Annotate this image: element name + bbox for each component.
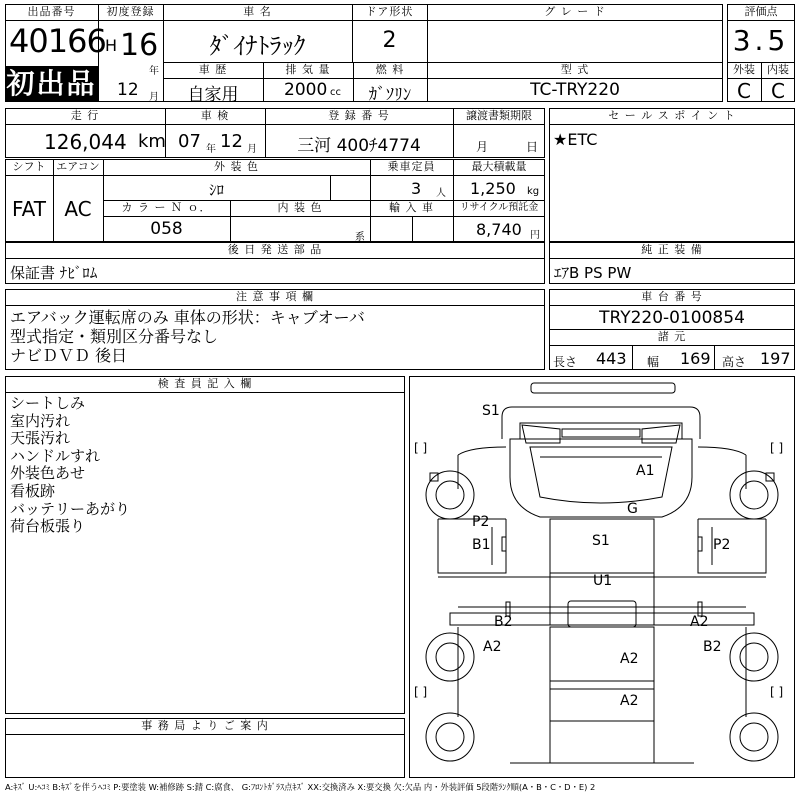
equipment-value: ｴｱB PS PW — [554, 264, 632, 282]
mark-g: G — [627, 501, 638, 517]
capacity-unit: 人 — [436, 188, 446, 199]
displacement-value: 2000 — [284, 80, 328, 100]
inspector-line: 室内汚れ — [10, 411, 71, 430]
import-label: 輸 入 車 — [389, 201, 434, 214]
mark-a1: A1 — [636, 463, 655, 479]
mark-a2-bottom: A2 — [620, 693, 639, 709]
exterior-color: ｼﾛ — [208, 181, 224, 199]
interior-color-unit: 系 — [355, 232, 365, 243]
inspector-line: 天張汚れ — [10, 429, 71, 448]
height-value: 197 — [760, 349, 791, 368]
ac-label: エアコン — [56, 160, 100, 173]
recycle-deposit-unit: 円 — [530, 230, 540, 241]
mileage-label: 走 行 — [70, 109, 100, 122]
inspection-label: 車 検 — [200, 109, 230, 122]
inspector-line: バッテリーあがり — [10, 499, 131, 518]
width-value: 169 — [680, 349, 711, 368]
mark-p2-right: P2 — [713, 537, 731, 553]
max-load-value: 1,250 — [470, 179, 516, 198]
later-parts-label: 後 日 発 送 部 品 — [227, 243, 323, 256]
bracket-left-front: [ ] — [414, 441, 428, 455]
notes-line: エアバック運転席のみ 車体の形状：キャブオーバ — [10, 308, 365, 327]
score-label: 評価点 — [744, 5, 778, 18]
capacity-value: 3 — [411, 179, 422, 198]
notes-line: 型式指定・類別区分番号なし — [10, 327, 219, 346]
ac-value: AC — [64, 197, 92, 221]
mark-b2-right: B2 — [703, 639, 722, 655]
mark-p2-left: P2 — [472, 514, 490, 530]
sales-point-label: セ ー ル ス ポ イ ン ト — [608, 109, 736, 122]
mileage-unit: km — [138, 131, 166, 152]
notes-label: 注 意 事 項 欄 — [236, 290, 314, 303]
inspection-year-unit: 年 — [206, 144, 216, 155]
chassis-number: TRY220-0100854 — [599, 308, 745, 328]
max-load-label: 最大積載量 — [471, 160, 527, 173]
sales-point-value: ★ETC — [553, 130, 598, 149]
recycle-deposit-value: 8,740 — [476, 220, 522, 239]
model-value: TC-TRY220 — [530, 80, 620, 100]
door-label: ドア形状 — [365, 5, 414, 18]
registration-number-label: 登 録 番 号 — [328, 109, 390, 122]
mark-u1: U1 — [593, 573, 613, 589]
spec-label: 諸 元 — [657, 330, 687, 343]
damage-diagram — [409, 376, 795, 778]
recycle-deposit-label: リサイクル預託金 — [459, 202, 539, 213]
lot-number-label: 出品番号 — [27, 5, 76, 18]
color-number: 058 — [150, 219, 183, 239]
exterior-label: 外装 — [733, 63, 755, 76]
inspection-month: 12 — [220, 131, 243, 152]
later-parts-value: 保証書 ﾅﾋﾞﾛﾑ — [10, 264, 98, 282]
first-registration-label: 初度登録 — [106, 5, 155, 18]
transfer-deadline-label: 譲渡書類期限 — [466, 109, 532, 122]
width-label: 幅 — [647, 355, 660, 369]
displacement-unit: cc — [330, 87, 341, 98]
color-number-label: カ ラ ー Ｎ ｏ． — [121, 201, 212, 214]
exterior-color-label: 外 装 色 — [214, 160, 259, 173]
office-label: 事 務 局 よ り ご 案 内 — [141, 719, 269, 732]
shift-value: FAT — [11, 197, 46, 221]
max-load-unit: kg — [527, 186, 540, 197]
interior-label: 内装 — [767, 63, 789, 76]
registration-number: 三河 400ﾁ4774 — [297, 136, 421, 156]
lot-number: 40166 — [9, 22, 106, 60]
history-label: 車 歴 — [198, 63, 228, 76]
displacement-label: 排 気 量 — [285, 63, 331, 76]
era: H — [105, 36, 118, 55]
car-name-label: 車 名 — [243, 5, 272, 18]
mark-s1-top: S1 — [482, 403, 500, 419]
transfer-month: 月 — [476, 140, 489, 154]
sales-point-block — [549, 108, 795, 242]
door-value: 2 — [382, 28, 397, 53]
interior-score: C — [771, 79, 785, 103]
mark-a2-center: A2 — [620, 651, 639, 667]
inspector-line: 荷台板張り — [10, 517, 86, 536]
capacity-label: 乗車定員 — [387, 160, 436, 173]
mark-a2-right: A2 — [690, 614, 709, 630]
history-value: 自家用 — [187, 85, 239, 105]
registration-year: 16 — [120, 28, 159, 63]
mark-s1-center: S1 — [592, 533, 610, 549]
length-label: 長さ — [553, 355, 578, 369]
shift-label: シフト — [12, 160, 46, 173]
inspection-year: 07 — [178, 131, 201, 152]
car-name: ﾀﾞｲﾅﾄﾗｯｸ — [209, 32, 306, 60]
notes-line: ナビＤＶＤ 後日 — [10, 346, 128, 365]
score-value: 3.5 — [732, 24, 790, 57]
damage-legend: A:ｷｽﾞ U:ﾍｺﾐ B:ｷｽﾞを伴うﾍｺﾐ P:要塗装 W:補修跡 S:錆 C:腐食、 G:ﾌﾛﾝﾄｶﾞﾗｽ点ｷｽﾞ XX:交換済み X:要交換 欠:欠品 内・外装評価 5段階ﾗﾝｸ順(A・B・C・D・E) 2 — [5, 782, 596, 792]
mark-b1: B1 — [472, 537, 491, 553]
transfer-day: 日 — [526, 140, 539, 154]
bracket-right-front: [ ] — [770, 441, 784, 455]
interior-color-label: 内 装 色 — [277, 201, 323, 214]
inspector-label: 検 査 員 記 入 欄 — [157, 377, 253, 390]
inspection-month-unit: 月 — [247, 144, 257, 155]
fuel-label: 燃 料 — [375, 63, 405, 76]
first-listing-badge: 初出品 — [6, 67, 97, 100]
inspector-line: ハンドルすれ — [10, 446, 101, 465]
grade-label: グ レ ー ド — [544, 5, 606, 18]
length-value: 443 — [596, 349, 627, 368]
model-label: 型 式 — [560, 63, 590, 76]
mileage-value: 126,044 — [44, 130, 127, 154]
mark-b2-left: B2 — [494, 614, 513, 630]
registration-month: 12 — [117, 80, 139, 100]
fuel-value: ｶﾞｿﾘﾝ — [368, 85, 412, 105]
bracket-right-rear: [ ] — [770, 685, 784, 699]
mark-a2-left: A2 — [483, 639, 502, 655]
year-unit: 年 — [149, 66, 159, 77]
inspector-line: 外装色あせ — [10, 464, 86, 483]
month-unit: 月 — [149, 92, 159, 103]
bracket-left-rear: [ ] — [414, 685, 428, 699]
notes-lines — [10, 308, 365, 365]
inspector-line: シートしみ — [10, 394, 86, 412]
inspector-line: 看板跡 — [10, 481, 56, 500]
exterior-score: C — [737, 79, 751, 103]
inspector-lines — [10, 395, 130, 536]
chassis-label: 車 台 番 号 — [641, 290, 703, 303]
height-label: 高さ — [722, 355, 747, 369]
equipment-label: 純 正 装 備 — [641, 243, 703, 256]
